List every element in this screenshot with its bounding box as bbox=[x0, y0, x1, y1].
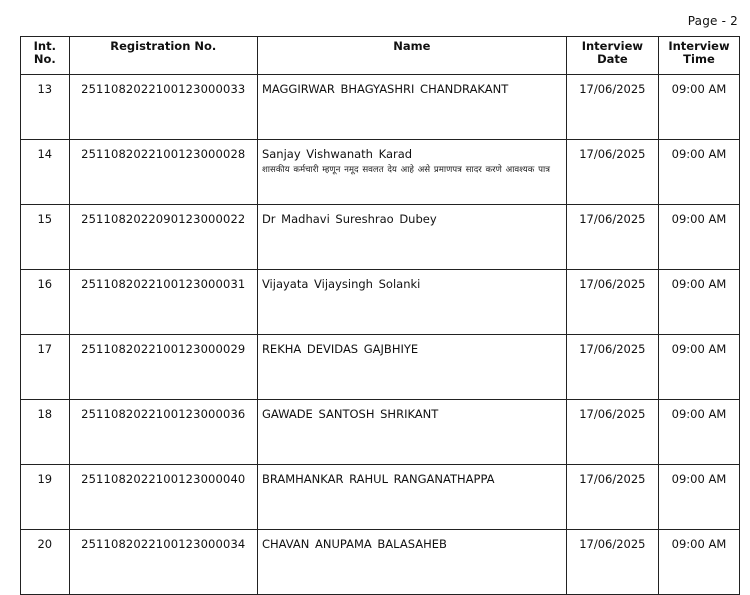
table-row bbox=[21, 400, 740, 465]
header-interview-date: Interview Date bbox=[566, 37, 658, 75]
candidate-name: Vijayata Vijaysingh Solanki bbox=[261, 277, 421, 291]
registration-no-cell: 2511082022100123000034 bbox=[69, 530, 257, 595]
table-row bbox=[21, 530, 740, 595]
interview-date-cell: 17/06/2025 bbox=[566, 270, 658, 335]
registration-no-cell: 2511082022090123000022 bbox=[69, 205, 257, 270]
candidate-name: GAWADE SANTOSH SHRIKANT bbox=[261, 407, 439, 421]
page-number-label: Page - 2 bbox=[687, 14, 738, 28]
name-cell bbox=[257, 530, 566, 595]
candidate-name: BRAMHANKAR RAHUL RANGANATHAPPA bbox=[261, 472, 495, 486]
table-header-row bbox=[21, 37, 740, 75]
name-cell bbox=[257, 270, 566, 335]
candidate-name: Dr Madhavi Sureshrao Dubey bbox=[261, 212, 437, 226]
registration-no-cell: 2511082022100123000031 bbox=[69, 270, 257, 335]
table-row bbox=[21, 465, 740, 530]
interview-time-cell: 09:00 AM bbox=[658, 205, 739, 270]
interview-time-cell: 09:00 AM bbox=[658, 140, 739, 205]
registration-no-cell: 2511082022100123000040 bbox=[69, 465, 257, 530]
table-row bbox=[21, 205, 740, 270]
header-int-no: Int. No. bbox=[21, 37, 70, 75]
candidate-name: Sanjay Vishwanath Karad bbox=[261, 147, 413, 161]
candidate-name: CHAVAN ANUPAMA BALASAHEB bbox=[261, 537, 447, 551]
int-no-cell: 19 bbox=[21, 465, 70, 530]
table-row bbox=[21, 270, 740, 335]
name-cell bbox=[257, 205, 566, 270]
int-no-cell: 18 bbox=[21, 400, 70, 465]
interview-date-cell: 17/06/2025 bbox=[566, 400, 658, 465]
interview-time-cell: 09:00 AM bbox=[658, 75, 739, 140]
registration-no-cell: 2511082022100123000028 bbox=[69, 140, 257, 205]
interview-time-cell: 09:00 AM bbox=[658, 465, 739, 530]
candidate-name: MAGGIRWAR BHAGYASHRI CHANDRAKANT bbox=[261, 82, 509, 96]
candidate-name: REKHA DEVIDAS GAJBHIYE bbox=[261, 342, 419, 356]
registration-no-cell: 2511082022100123000036 bbox=[69, 400, 257, 465]
interview-date-cell: 17/06/2025 bbox=[566, 465, 658, 530]
int-no-cell: 20 bbox=[21, 530, 70, 595]
interview-time-cell: 09:00 AM bbox=[658, 400, 739, 465]
name-cell bbox=[257, 75, 566, 140]
registration-no-cell: 2511082022100123000029 bbox=[69, 335, 257, 400]
int-no-cell: 14 bbox=[21, 140, 70, 205]
header-registration-no: Registration No. bbox=[69, 37, 257, 75]
table-row bbox=[21, 75, 740, 140]
interview-time-cell: 09:00 AM bbox=[658, 335, 739, 400]
interview-date-cell: 17/06/2025 bbox=[566, 335, 658, 400]
table-row bbox=[21, 335, 740, 400]
int-no-cell: 15 bbox=[21, 205, 70, 270]
interview-time-cell: 09:00 AM bbox=[658, 530, 739, 595]
interview-date-cell: 17/06/2025 bbox=[566, 205, 658, 270]
int-no-cell: 13 bbox=[21, 75, 70, 140]
candidate-remark: शासकीय कर्मचारी म्हणून नमूद सवलत देय आहे असे प्रमाणपत्र सादर करणे आवश्यक पात्र bbox=[261, 165, 550, 175]
header-interview-time: Interview Time bbox=[658, 37, 739, 75]
header-name: Name bbox=[257, 37, 566, 75]
interview-date-cell: 17/06/2025 bbox=[566, 530, 658, 595]
int-no-cell: 16 bbox=[21, 270, 70, 335]
interview-time-cell: 09:00 AM bbox=[658, 270, 739, 335]
interview-schedule-table bbox=[20, 36, 740, 595]
name-cell bbox=[257, 335, 566, 400]
table-body bbox=[21, 75, 740, 595]
table-row bbox=[21, 140, 740, 205]
interview-date-cell: 17/06/2025 bbox=[566, 140, 658, 205]
name-cell bbox=[257, 465, 566, 530]
name-cell bbox=[257, 140, 566, 205]
int-no-cell: 17 bbox=[21, 335, 70, 400]
interview-date-cell: 17/06/2025 bbox=[566, 75, 658, 140]
name-cell bbox=[257, 400, 566, 465]
registration-no-cell: 2511082022100123000033 bbox=[69, 75, 257, 140]
